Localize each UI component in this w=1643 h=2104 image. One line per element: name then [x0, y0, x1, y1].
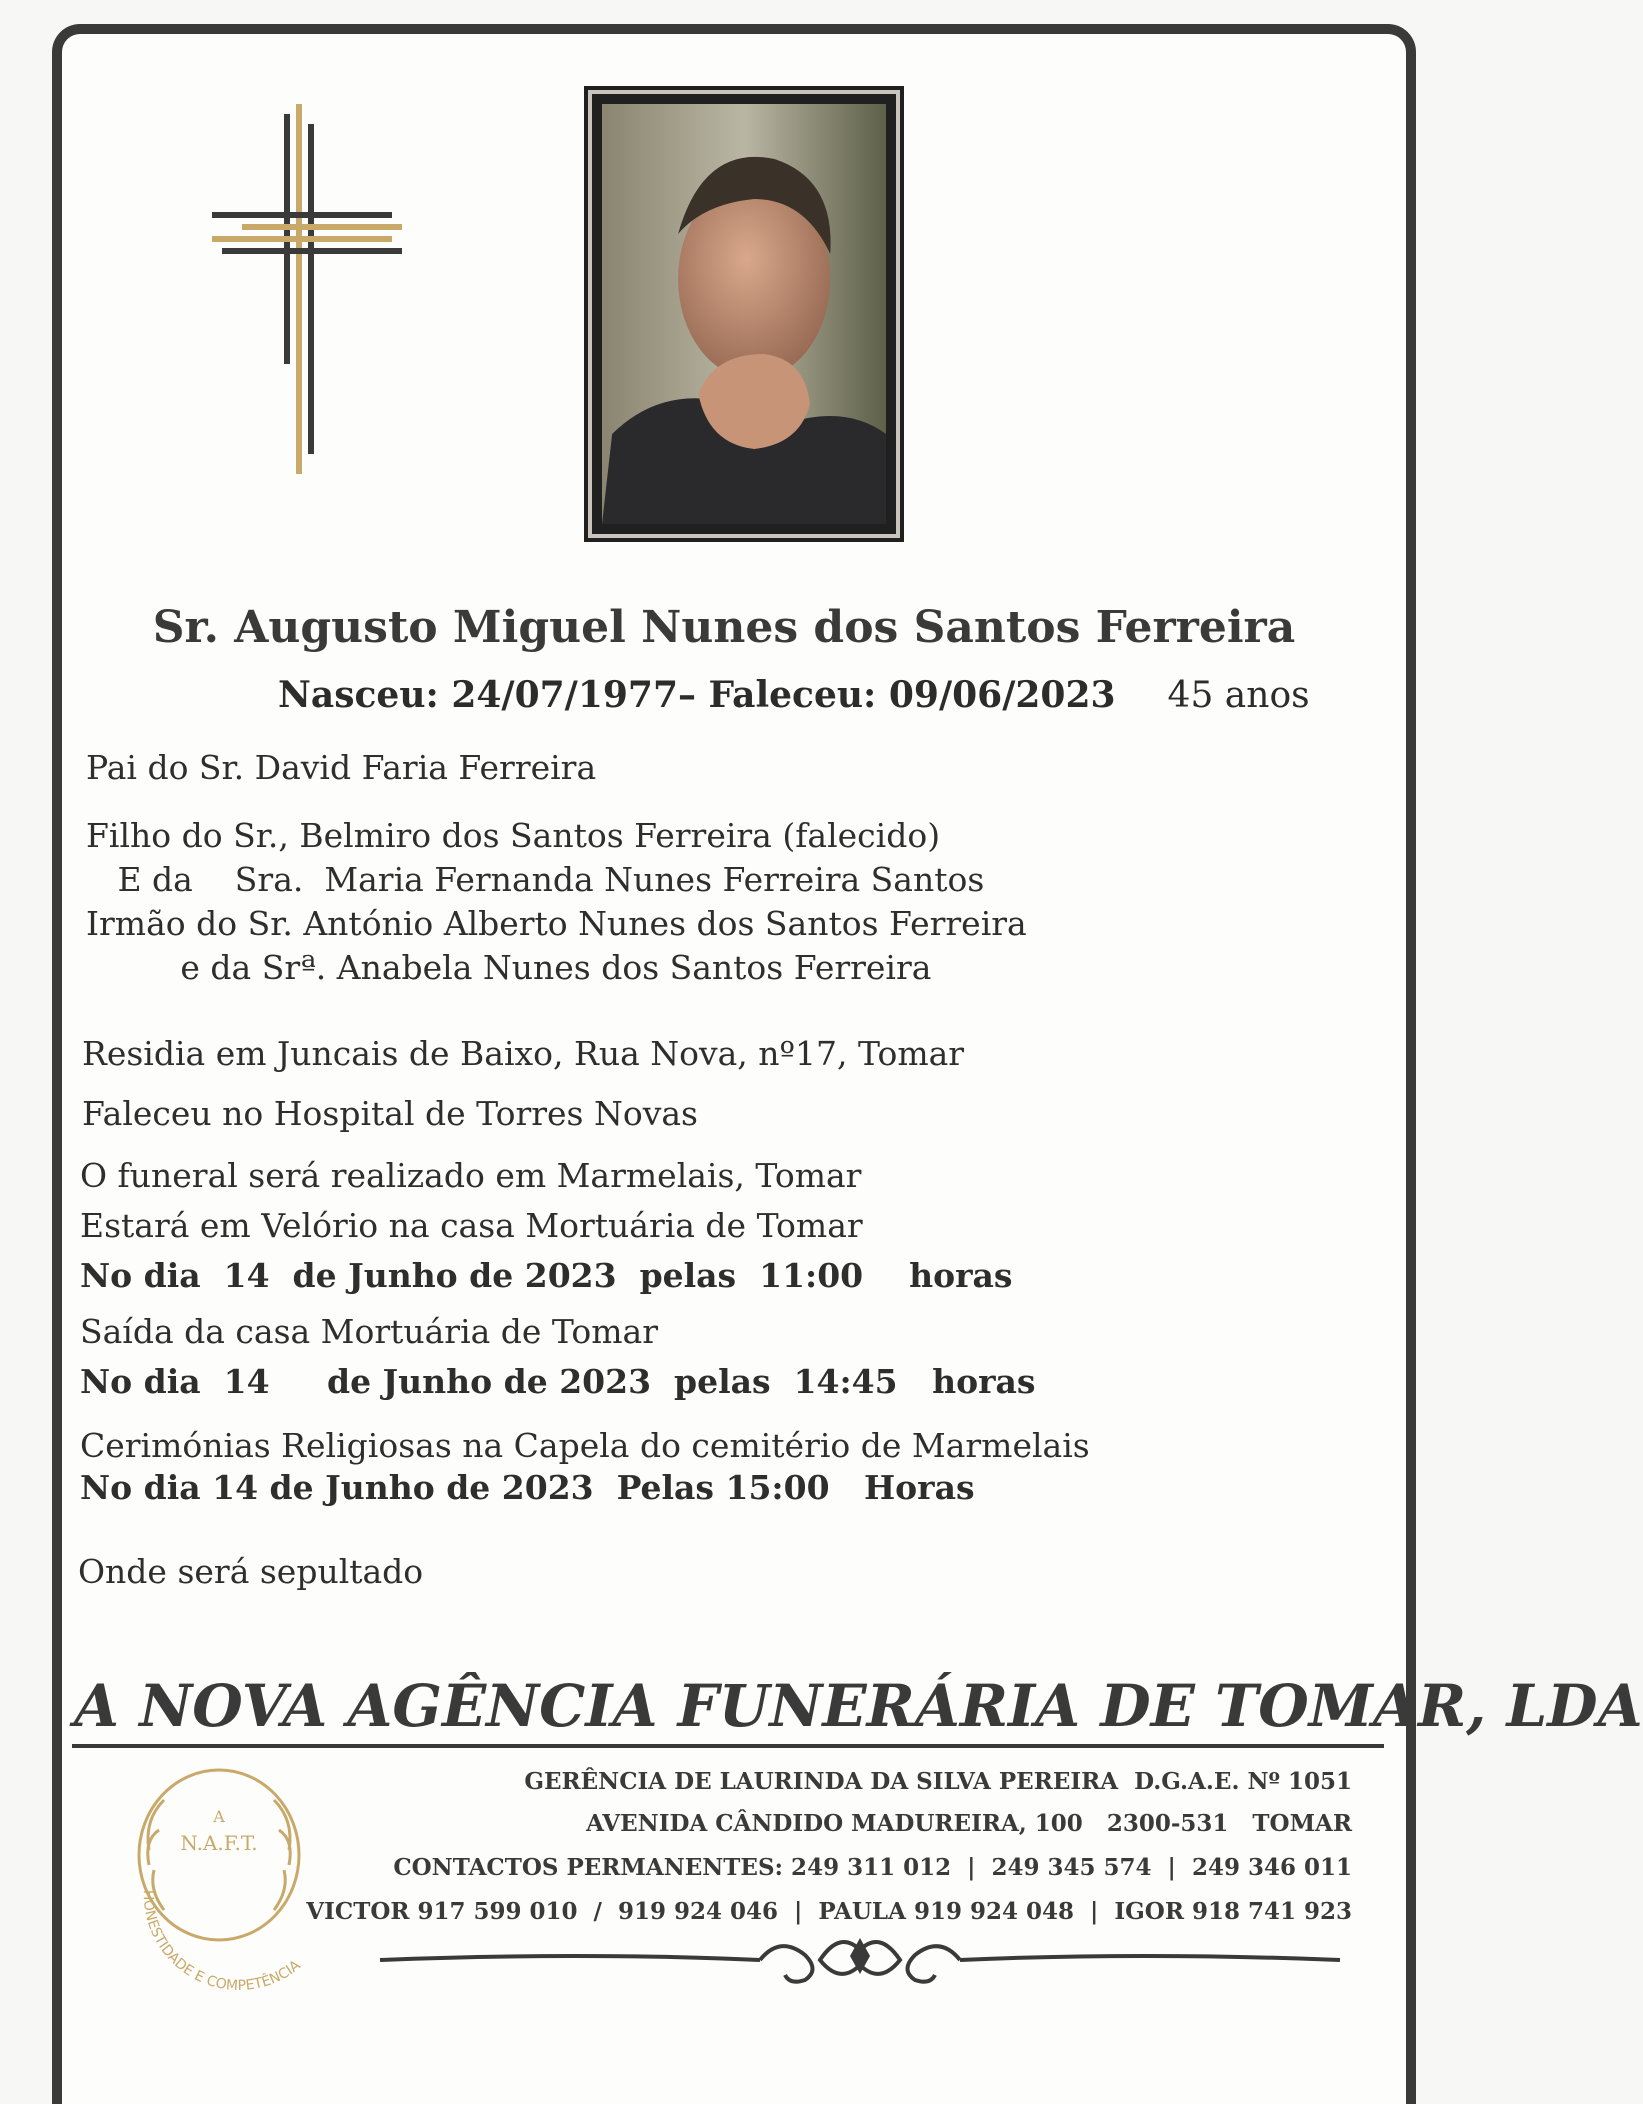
burial-note: Onde será sepultado [78, 1552, 424, 1591]
departure-time: No dia 14 de Junho de 2023 pelas 14:45 horas [80, 1362, 1036, 1401]
agency-logo-icon [104, 1740, 364, 2000]
wake-time: No dia 14 de Junho de 2023 pelas 11:00 horas [80, 1256, 1013, 1295]
birth-death-dates: Nasceu: 24/07/1977– Faleceu: 09/06/2023 [278, 674, 1116, 716]
portrait-frame [588, 90, 900, 538]
agency-address: AVENIDA CÂNDIDO MADUREIRA, 100 2300-531 TOMAR [586, 1810, 1352, 1837]
logo-top-letter: A [213, 1807, 225, 1826]
family-father-of: Pai do Sr. David Faria Ferreira [86, 748, 597, 787]
ceremony-time: No dia 14 de Junho de 2023 Pelas 15:00 Horas [80, 1468, 975, 1507]
wake-location: Estará em Velório na casa Mortuária de Tomar [80, 1206, 863, 1245]
ceremony-location: Cerimónias Religiosas na Capela do cemitério de Marmelais [80, 1426, 1090, 1465]
agency-staff-contacts: VICTOR 917 599 010 / 919 924 046 | PAULA 919 924 048 | IGOR 918 741 923 [306, 1898, 1352, 1925]
life-dates [278, 674, 1310, 716]
family-sister: e da Srª. Anabela Nunes dos Santos Ferreira [86, 948, 932, 987]
funeral-location: O funeral será realizado em Marmelais, Tomar [80, 1156, 862, 1195]
family-brother-of: Irmão do Sr. António Alberto Nunes dos Santos Ferreira [86, 904, 1027, 943]
agency-permanent-contacts: CONTACTOS PERMANENTES: 249 311 012 | 249 345 574 | 249 346 011 [393, 1854, 1352, 1881]
cross-icon [212, 104, 402, 484]
logo-initials: N.A.F.T. [180, 1831, 258, 1855]
agency-name: A NOVA AGÊNCIA FUNERÁRIA DE TOMAR, LDA [74, 1672, 1643, 1740]
agency-management: GERÊNCIA DE LAURINDA DA SILVA PEREIRA D.G.A.E. Nº 1051 [524, 1768, 1352, 1795]
portrait-photo [602, 104, 886, 524]
logo-motto: HONESTIDADE E COMPETÊNCIA [139, 1889, 304, 1995]
residence: Residia em Juncais de Baixo, Rua Nova, nº17, Tomar [82, 1034, 965, 1073]
departure-location: Saída da casa Mortuária de Tomar [80, 1312, 658, 1351]
deceased-name: Sr. Augusto Miguel Nunes dos Santos Ferreira [152, 602, 1296, 653]
family-son-of-mother: E da Sra. Maria Fernanda Nunes Ferreira Santos [86, 860, 985, 899]
death-place: Faleceu no Hospital de Torres Novas [82, 1094, 698, 1133]
ornament-divider-icon [380, 1930, 1340, 1990]
age: 45 anos [1167, 675, 1310, 716]
family-son-of-father: Filho do Sr., Belmiro dos Santos Ferreira (falecido) [86, 816, 941, 855]
